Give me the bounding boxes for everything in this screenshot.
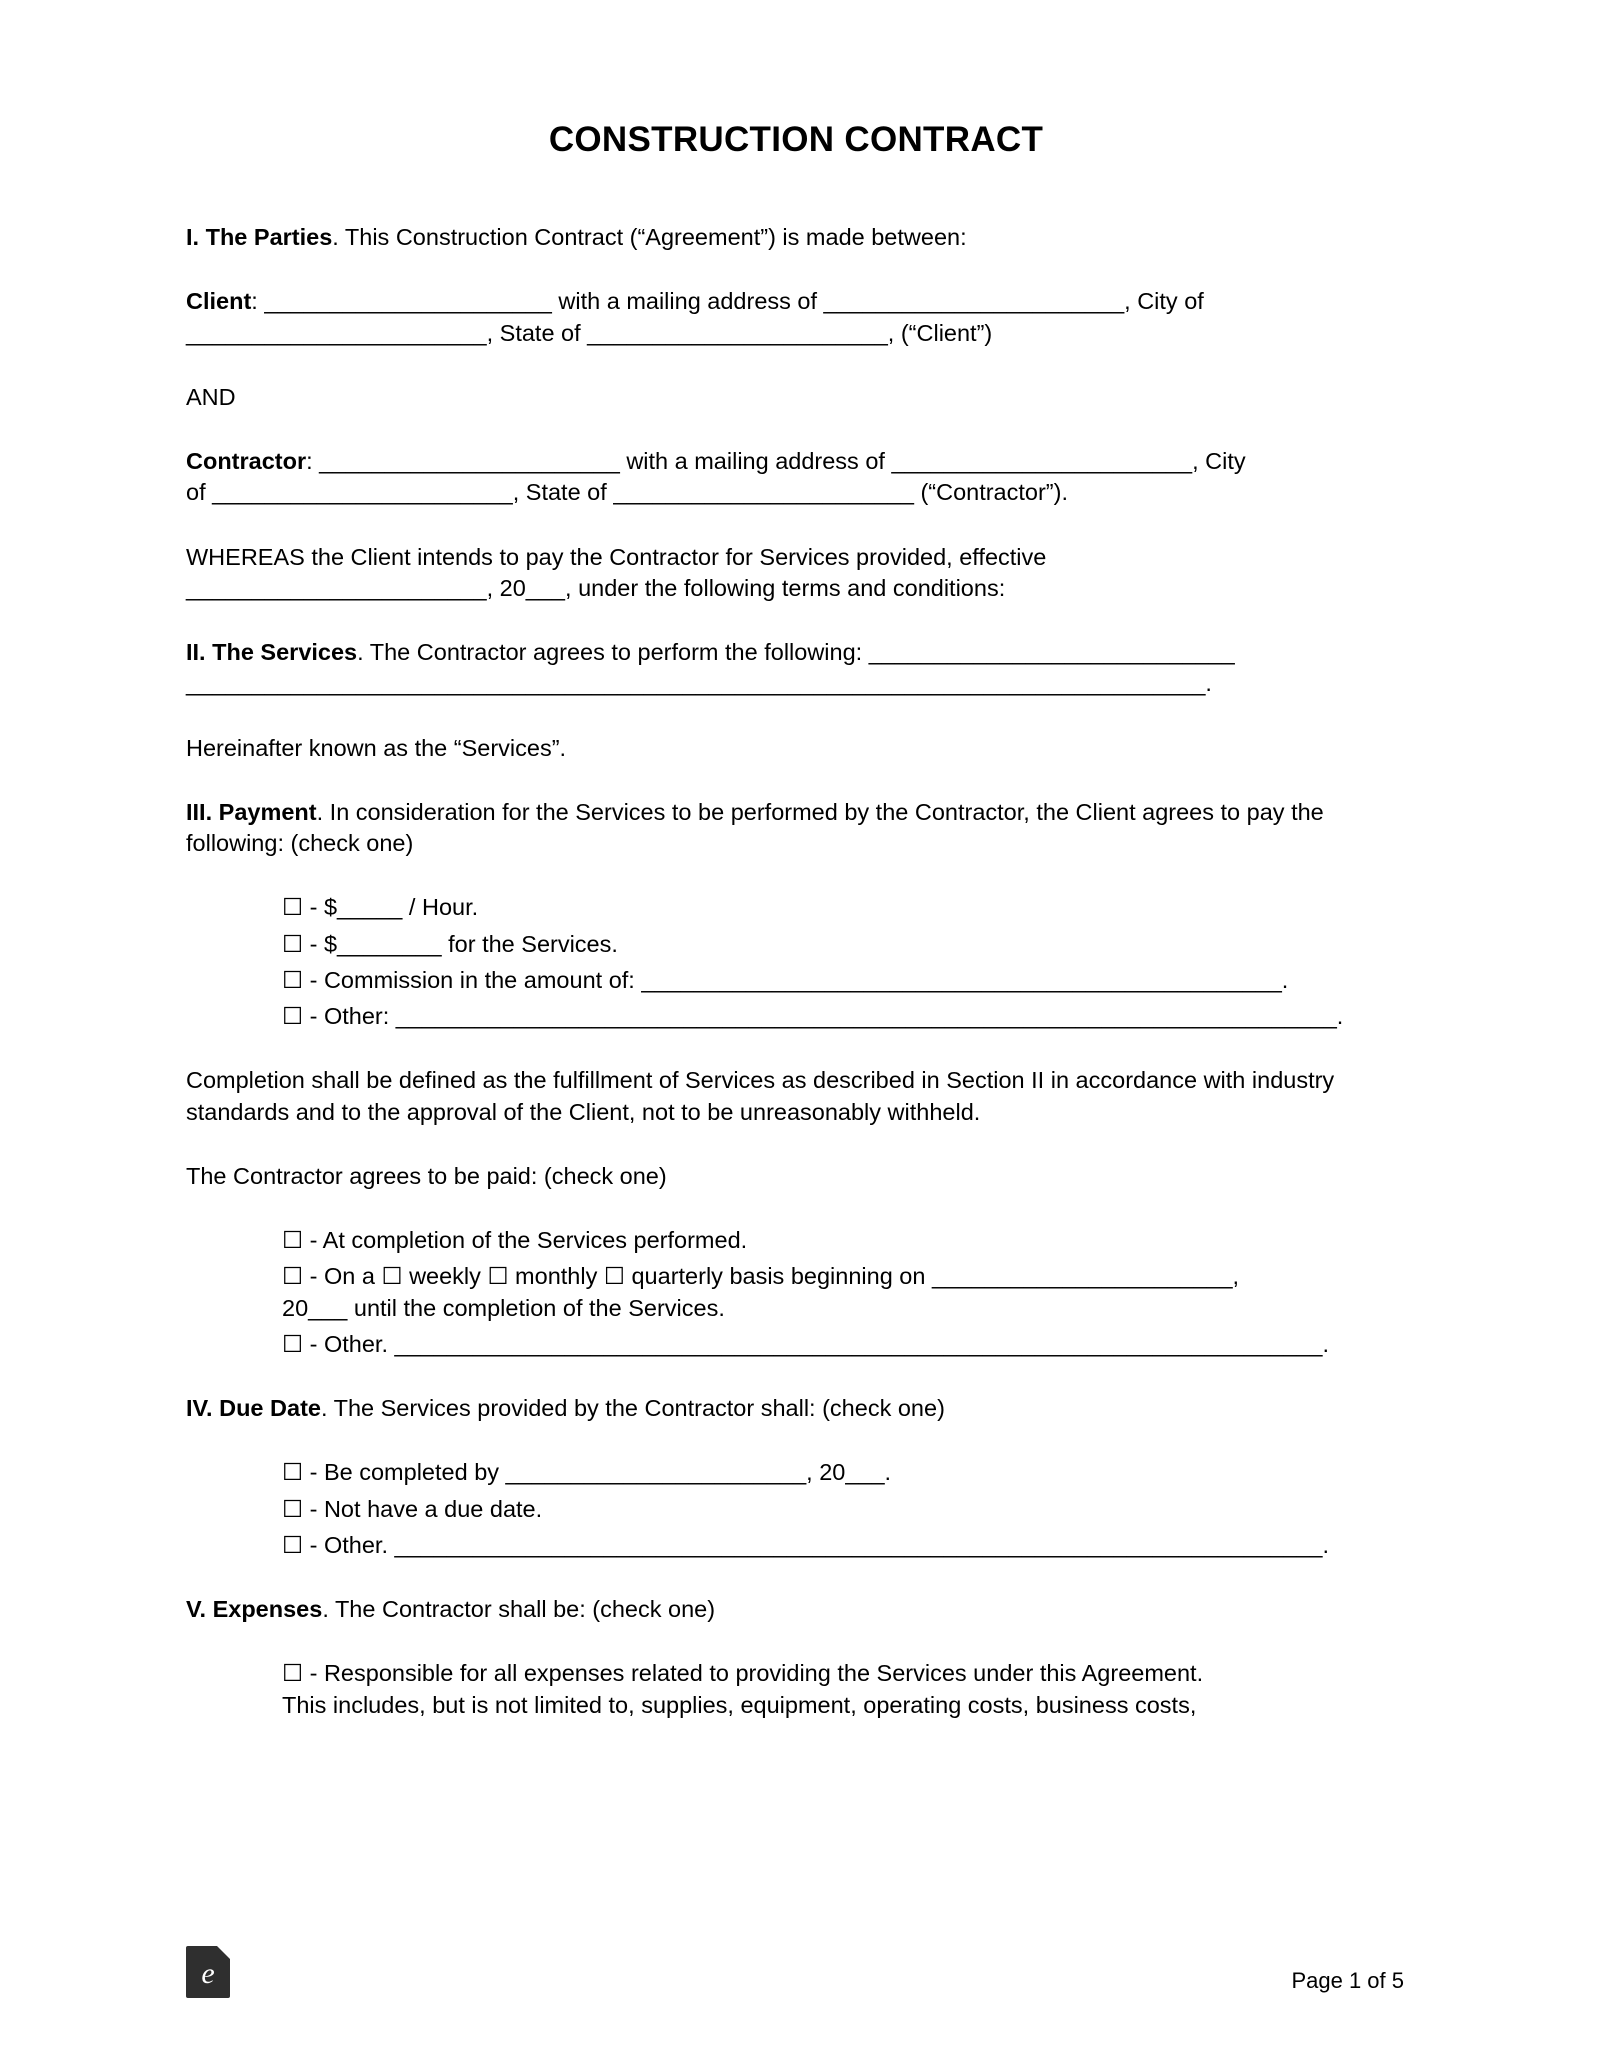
document-body [186,120,1406,1754]
payment-option-other[interactable] [282,1001,1406,1032]
paid-option-periodic[interactable] [282,1261,1406,1324]
section-parties-text: . This Construction Contract (“Agreement”) is made between: [332,224,967,250]
hereinafter-text: Hereinafter known as the “Services”. [186,734,567,761]
whereas-line-2: _______________________, 20___, under the following terms and conditions: [186,574,1006,601]
due-date-option-other-label: - Other. _______________________________________________________________________. [309,1531,1329,1558]
checkbox-icon-monthly[interactable]: ☐ [487,1263,509,1290]
payment-option-fixed[interactable] [282,929,1406,960]
payment-option-commission[interactable] [282,965,1406,996]
section-services-heading: II. The Services [186,639,358,665]
expenses-option-responsible-label: - Responsible for all expenses related to providing the Services under this Agreement. [309,1660,1204,1687]
checkbox-icon[interactable]: ☐ [282,930,304,957]
section-services-text: . The Contractor agrees to perform the following: ____________________________ [357,639,1235,665]
page-title: CONSTRUCTION CONTRACT [548,120,1044,159]
checkbox-icon[interactable]: ☐ [282,1227,304,1253]
due-date-option-none[interactable] [282,1494,1406,1525]
expenses-options-group [186,1658,1406,1721]
paid-option-completion[interactable] [282,1225,1406,1256]
client-line-2: _______________________, State of _______________________, (“Client”) [186,319,993,346]
expenses-option-responsible[interactable] [282,1658,1406,1721]
contractor-line-1: : _______________________ with a mailing address of _______________________, City [306,448,1246,474]
section-payment-text: . In consideration for the Services to be performed by the Contractor, the Client agrees to pay the following: (check one) [186,798,1324,856]
payment-option-fixed-label: - $________ for the Services. [309,930,618,957]
paid-option-monthly-label: monthly [515,1263,598,1290]
completion-definition: Completion shall be defined as the fulfillment of Services as described in Section II in accordance with industry standards and to the approval of the Client, not to be unreasonably withheld. [186,1067,1335,1125]
section-payment-heading: III. Payment [186,798,317,825]
payment-options-group [186,892,1406,1032]
due-date-option-completed-by[interactable] [282,1457,1406,1488]
section-expenses [186,1594,1406,1625]
client-label: Client [186,288,252,315]
paid-option-periodic-continuation: 20___ until the completion of the Services. [282,1294,725,1321]
logo-shape [186,1946,230,1998]
checkbox-icon[interactable]: ☐ [282,1660,304,1687]
due-date-options-group [186,1457,1406,1561]
and-separator: AND [186,383,236,410]
eforms-logo [186,1946,230,1998]
paid-options-group [186,1225,1406,1360]
expenses-option-responsible-continuation: This includes, but is not limited to, supplies, equipment, operating costs, business costs, [282,1691,1197,1718]
page-number: Page 1 of 5 [1291,1968,1404,1993]
paid-option-completion-label: - At completion of the Services performed. [309,1227,748,1253]
contractor-block [186,446,1406,509]
client-line-1: : ______________________ with a mailing address of _______________________, City of [251,288,1204,315]
checkbox-icon[interactable]: ☐ [282,1003,304,1029]
section-due-date-text: . The Services provided by the Contractor shall: (check one) [320,1395,945,1421]
checkbox-icon-quarterly[interactable]: ☐ [603,1263,625,1290]
checkbox-icon-weekly[interactable]: ☐ [381,1263,403,1290]
logo-letter: e [201,1957,215,1990]
paid-option-quarterly-label: quarterly basis beginning on _______________________, [631,1263,1240,1290]
whereas-block [186,542,1406,605]
section-services [186,637,1406,700]
checkbox-icon[interactable]: ☐ [282,1263,304,1290]
payment-option-hourly[interactable] [282,892,1406,923]
section-parties-heading: I. The Parties [186,224,333,250]
section-expenses-heading: V. Expenses [186,1596,323,1622]
paid-intro: The Contractor agrees to be paid: (check one) [186,1162,667,1189]
checkbox-icon[interactable]: ☐ [282,966,304,993]
section-due-date-heading: IV. Due Date [186,1395,321,1421]
payment-option-hourly-label: - $_____ / Hour. [309,894,479,921]
paid-option-periodic-prefix: - On a [309,1263,375,1290]
paid-option-weekly-label: weekly [409,1263,481,1290]
due-date-option-none-label: - Not have a due date. [309,1495,543,1522]
paid-option-other[interactable] [282,1329,1406,1360]
section-parties [186,222,1406,253]
contractor-line-2: of _______________________, State of _______________________ (“Contractor”). [186,479,1068,506]
checkbox-icon[interactable]: ☐ [282,1459,304,1486]
section-payment [186,797,1406,860]
section-services-blank: ______________________________________________________________________________. [186,670,1212,697]
checkbox-icon[interactable]: ☐ [282,1495,304,1522]
contractor-label: Contractor [186,448,307,474]
paid-option-other-label: - Other. _______________________________________________________________________. [309,1330,1329,1357]
client-block [186,286,1406,349]
checkbox-icon[interactable]: ☐ [282,1330,304,1357]
due-date-option-other[interactable] [282,1530,1406,1561]
checkbox-icon[interactable]: ☐ [282,894,304,921]
section-expenses-text: . The Contractor shall be: (check one) [322,1596,716,1622]
section-due-date [186,1393,1406,1424]
checkbox-icon[interactable]: ☐ [282,1531,304,1558]
payment-option-other-label: - Other: ________________________________________________________________________. [309,1003,1344,1029]
whereas-line-1: WHEREAS the Client intends to pay the Contractor for Services provided, effective [186,543,1047,570]
payment-option-commission-label: - Commission in the amount of: _________________________________________________. [309,966,1289,993]
due-date-option-completed-by-label: - Be completed by _______________________, 20___. [309,1459,892,1486]
